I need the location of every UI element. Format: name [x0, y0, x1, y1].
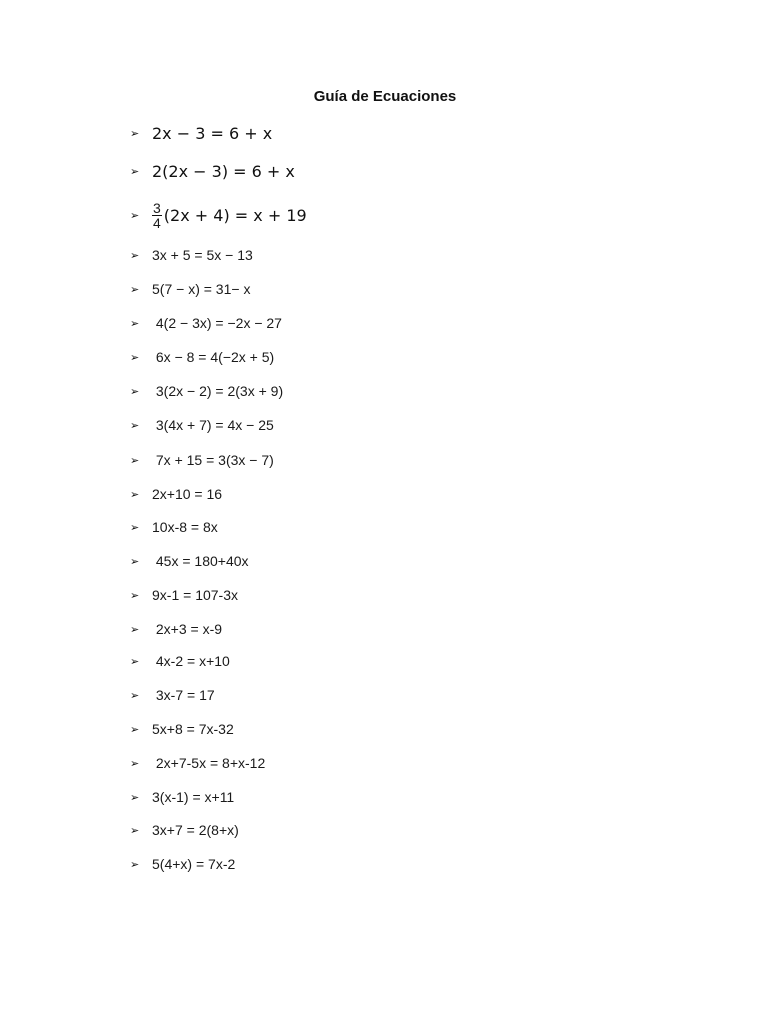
equation-text: 7x + 15 = 3(3x − 7) — [152, 452, 274, 468]
equation-text: 4x-2 = x+10 — [152, 653, 230, 669]
equation-text: 2x+3 = x-9 — [152, 621, 223, 637]
bullet-icon: ➢ — [130, 521, 140, 534]
equation-text: 5x+8 = 7x-32 — [152, 721, 234, 737]
equation-text: 2(2x − 3) = 6 + x — [152, 161, 295, 181]
bullet-icon: ➢ — [130, 488, 140, 501]
list-item — [130, 414, 274, 436]
equation-text: 6x − 8 = 4(−2x + 5) — [152, 349, 275, 365]
bullet-icon: ➢ — [130, 589, 140, 602]
list-item — [130, 718, 234, 740]
bullet-icon: ➢ — [130, 351, 140, 364]
equation-text: (2x + 4) = x + 19 — [163, 205, 307, 225]
bullet-icon: ➢ — [130, 723, 140, 736]
list-item — [130, 200, 307, 230]
list-item — [130, 584, 238, 606]
equation-text: 45x = 180+40x — [152, 553, 249, 569]
bullet-icon: ➢ — [130, 283, 140, 296]
equation-text: 2x − 3 = 6 + x — [152, 123, 273, 143]
bullet-icon: ➢ — [130, 454, 140, 467]
list-item — [130, 244, 253, 266]
bullet-icon: ➢ — [130, 209, 140, 222]
bullet-icon: ➢ — [130, 655, 140, 668]
list-item — [130, 160, 295, 182]
list-item — [130, 278, 250, 300]
equation-text: 5(7 − x) = 31− x — [152, 281, 251, 297]
equation-text: 10x-8 = 8x — [152, 519, 218, 535]
equation-text: 5(4+x) = 7x-2 — [152, 856, 236, 872]
page-title: Guía de Ecuaciones — [313, 88, 457, 105]
bullet-icon: ➢ — [130, 165, 140, 178]
equation-text: 3x+7 = 2(8+x) — [152, 822, 239, 838]
list-item — [130, 312, 282, 334]
fraction — [152, 201, 162, 230]
list-item — [130, 516, 218, 538]
list-item — [130, 819, 239, 841]
bullet-icon: ➢ — [130, 555, 140, 568]
list-item — [130, 122, 272, 144]
bullet-icon: ➢ — [130, 623, 140, 636]
bullet-icon: ➢ — [130, 791, 140, 804]
list-item — [130, 449, 274, 471]
bullet-icon: ➢ — [130, 385, 140, 398]
equation-text: 4(2 − 3x) = −2x − 27 — [152, 315, 282, 331]
list-item — [130, 752, 265, 774]
bullet-icon: ➢ — [130, 824, 140, 837]
bullet-icon: ➢ — [130, 419, 140, 432]
list-item — [130, 380, 283, 402]
list-item — [130, 618, 222, 640]
list-item — [130, 483, 222, 505]
equation-text: 9x-1 = 107-3x — [152, 587, 238, 603]
list-item — [130, 786, 234, 808]
equation-text: 2x+7-5x = 8+x-12 — [152, 755, 266, 771]
bullet-icon: ➢ — [130, 317, 140, 330]
equation-text: 3(2x − 2) = 2(3x + 9) — [152, 383, 284, 399]
bullet-icon: ➢ — [130, 858, 140, 871]
bullet-icon: ➢ — [130, 689, 140, 702]
list-item — [130, 550, 249, 572]
list-item — [130, 650, 230, 672]
bullet-icon: ➢ — [130, 249, 140, 262]
equation-text: 3(4x + 7) = 4x − 25 — [152, 417, 274, 433]
equation-text: 2x+10 = 16 — [152, 486, 223, 502]
fraction-denominator: 4 — [153, 214, 161, 231]
equation-text: 3x-7 = 17 — [152, 687, 215, 703]
list-item — [130, 346, 274, 368]
bullet-icon: ➢ — [130, 757, 140, 770]
list-item — [130, 684, 215, 706]
fraction-numerator: 3 — [153, 199, 161, 216]
bullet-icon: ➢ — [130, 127, 140, 140]
equation-text: 3(x-1) = x+11 — [152, 789, 235, 805]
list-item — [130, 853, 235, 875]
equation-text: 3x + 5 = 5x − 13 — [152, 247, 253, 263]
